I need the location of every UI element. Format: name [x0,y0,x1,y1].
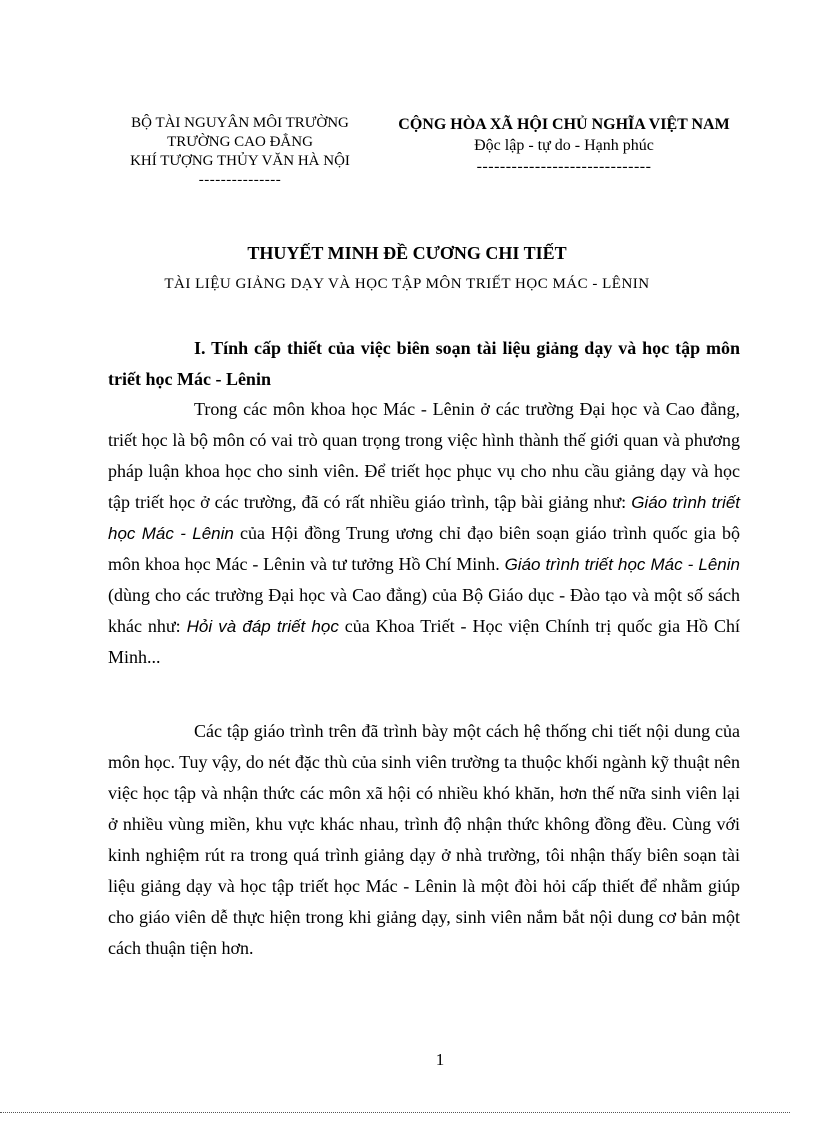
ministry-name: BỘ TÀI NGUYÂN MÔI TRƯỜNG [131,115,349,131]
nation-name: CỘNG HÒA XÃ HỘI CHỦ NGHĨA VIỆT NAM [398,116,730,133]
footer-divider [0,1112,790,1113]
national-motto: Độc lập - tự do - Hạnh phúc [474,137,654,154]
school-name-line2: KHÍ TƯỢNG THỦY VĂN HÀ NỘI [130,153,350,169]
paragraph-text: Trong các môn khoa học Mác - Lênin ở các trường Đại học và Cao đẳng, triết học là bộ môn có vai trò quan trọng trong việc hình thành thế giới quan và phương pháp luận khoa học cho sinh viên. Để triết học phục vụ cho nhu cầu giảng dạy và học tập triết học ở các trường, đã có rất nhiều giáo trình, tập bài giảng như: [108,399,740,512]
book-title: Hỏi và đáp triết học [186,617,339,636]
institution-header [106,114,374,190]
page-number: 1 [435,1050,445,1069]
book-title: Giáo trình triết học Mác - Lênin [108,493,740,543]
school-name-line1: TRƯỜNG CAO ĐẲNG [167,134,313,150]
document-title: THUYẾT MINH ĐỀ CƯƠNG CHI TIẾT [247,243,567,263]
national-header [383,114,745,177]
body-paragraph-2: Các tập giáo trình trên đã trình bày một cách hệ thống chi tiết nội dung của môn học. Tuy vậy, do nét đặc thù của sinh viên trường ta thuộc khối ngành kỹ thuật nên việc học tập và nhận thức các môn xã hội có nhiều khó khăn, hơn thế nữa sinh viên lại ở nhiều vùng miền, khu vực khác nhau, trình độ nhận thức không đồng đều. Cùng với kinh nghiệm rút ra trong quá trình giảng dạy ở nhà trường, tôi nhận thấy biên soạn tài liệu giảng dạy và học tập triết học Mác - Lênin là một đòi hỏi cấp thiết để nhằm giúp cho giáo viên dễ thực hiện trong khi giảng dạy, sinh viên nắm bắt nội dung cơ bản một cách thuận tiện hơn. [108,721,741,958]
body-paragraph-1 [108,394,740,673]
paragraph-text: của Hội đồng Trung ương chỉ đạo biên soạn giáo trình quốc gia bộ môn khoa học Mác - Lênin và tư tưởng Hồ Chí Minh. [108,523,741,574]
section-heading: I. Tính cấp thiết của việc biên soạn tài liệu giảng dạy và học tập môn triết học Mác - Lênin [108,338,740,389]
header-left-divider: --------------- [198,172,282,188]
book-title: Giáo trình triết học Mác - Lênin [504,555,740,574]
document-subtitle: TÀI LIỆU GIẢNG DẠY VÀ HỌC TẬP MÔN TRIẾT HỌC MÁC - LÊNIN [164,276,650,292]
header-right-divider: ------------------------------ [476,158,652,175]
paragraph-text: của Khoa Triết - Học viện Chính trị quốc gia Hồ Chí Minh... [108,616,740,667]
paragraph-text: (dùng cho các trường Đại học và Cao đẳng) của Bộ Giáo dục - Đào tạo và một số sách khác như: [108,585,740,636]
